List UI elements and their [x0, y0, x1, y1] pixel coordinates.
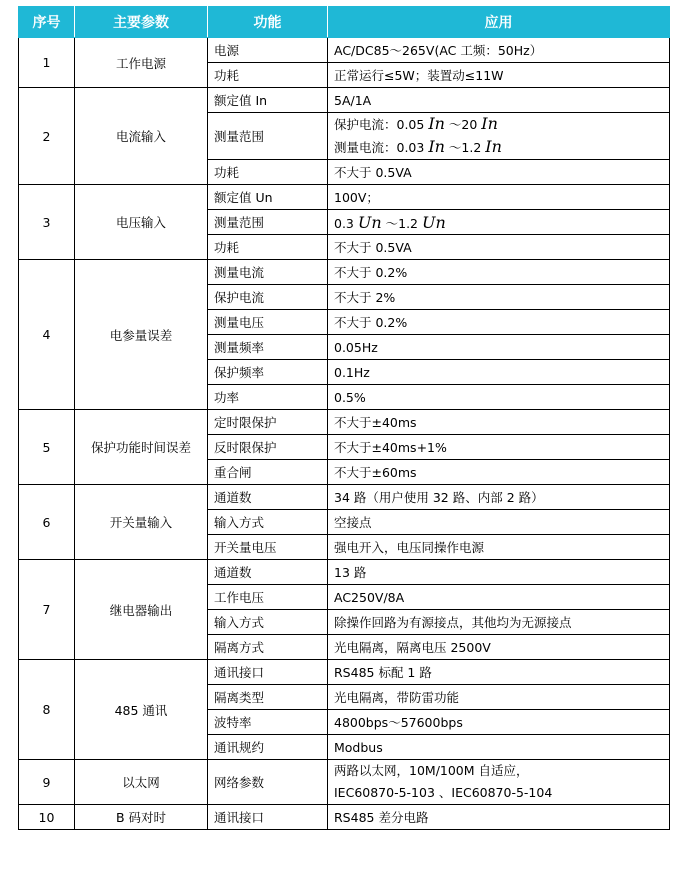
row-function: 功率 [208, 385, 328, 410]
ethernet-line-1: 两路以太网，10M/100M 自适应， [334, 763, 529, 778]
row-value: Modbus [328, 735, 670, 760]
table-row [19, 485, 670, 510]
row-function: 波特率 [208, 710, 328, 735]
row-value: 不大于±40ms+1% [328, 435, 670, 460]
row-function: 功耗 [208, 235, 328, 260]
row-value: 13 路 [328, 560, 670, 585]
header-param: 主要参数 [75, 7, 208, 38]
row-value: 除操作回路为有源接点，其他均为无源接点 [328, 610, 670, 635]
table-row [19, 185, 670, 210]
row-function: 输入方式 [208, 610, 328, 635]
row-param: B 码对时 [75, 805, 208, 830]
row-value: 0.5% [328, 385, 670, 410]
range-line-protection: 保护电流：0.05 In ～20 In [334, 114, 498, 133]
row-param: 继电器输出 [75, 560, 208, 660]
range-line-measurement: 测量电流：0.03 In ～1.2 In [334, 137, 502, 156]
row-value: 34 路（用户使用 32 路、内部 2 路） [328, 485, 670, 510]
row-value: AC250V/8A [328, 585, 670, 610]
row-function: 额定值 Un [208, 185, 328, 210]
row-value: 不大于±60ms [328, 460, 670, 485]
row-value: 不大于 0.2% [328, 260, 670, 285]
row-number: 4 [19, 260, 75, 410]
row-function: 开关量电压 [208, 535, 328, 560]
row-number: 3 [19, 185, 75, 260]
row-number: 9 [19, 760, 75, 805]
row-number: 1 [19, 38, 75, 88]
row-number: 2 [19, 88, 75, 185]
row-function: 反时限保护 [208, 435, 328, 460]
row-value: 光电隔离，隔离电压 2500V [328, 635, 670, 660]
row-value: 不大于 0.5VA [328, 235, 670, 260]
row-value: AC/DC85～265V(AC 工频：50Hz） [328, 38, 670, 63]
row-param: 485 通讯 [75, 660, 208, 760]
row-function: 电源 [208, 38, 328, 63]
table-row [19, 38, 670, 63]
row-value [328, 113, 670, 160]
row-number: 8 [19, 660, 75, 760]
row-function: 测量频率 [208, 335, 328, 360]
table-row [19, 410, 670, 435]
row-function: 保护频率 [208, 360, 328, 385]
row-value: 0.3 Un ～1.2 Un [328, 210, 670, 235]
row-function: 重合闸 [208, 460, 328, 485]
row-value: 不大于±40ms [328, 410, 670, 435]
table-row [19, 660, 670, 685]
row-param: 以太网 [75, 760, 208, 805]
row-function: 功耗 [208, 63, 328, 88]
row-function: 隔离方式 [208, 635, 328, 660]
row-function: 定时限保护 [208, 410, 328, 435]
row-function: 功耗 [208, 160, 328, 185]
row-param: 电压输入 [75, 185, 208, 260]
row-value: RS485 差分电路 [328, 805, 670, 830]
row-number: 7 [19, 560, 75, 660]
row-value: 空接点 [328, 510, 670, 535]
row-value: 光电隔离，带防雷功能 [328, 685, 670, 710]
table-row [19, 260, 670, 285]
row-function: 保护电流 [208, 285, 328, 310]
header-application: 应用 [328, 7, 670, 38]
spec-table [18, 6, 670, 830]
header-row [19, 7, 670, 38]
row-value: 不大于 0.5VA [328, 160, 670, 185]
row-param: 电参量误差 [75, 260, 208, 410]
row-param: 开关量输入 [75, 485, 208, 560]
row-function: 通讯接口 [208, 660, 328, 685]
table-row [19, 560, 670, 585]
row-function: 通道数 [208, 560, 328, 585]
row-function: 通道数 [208, 485, 328, 510]
row-number: 6 [19, 485, 75, 560]
header-function: 功能 [208, 7, 328, 38]
row-value [328, 760, 670, 805]
row-value: 0.05Hz [328, 335, 670, 360]
row-number: 10 [19, 805, 75, 830]
row-value: 正常运行≤5W；装置动≤11W [328, 63, 670, 88]
row-function: 测量范围 [208, 113, 328, 160]
row-value: 不大于 0.2% [328, 310, 670, 335]
ethernet-line-2: IEC60870-5-103 、IEC60870-5-104 [334, 785, 553, 800]
row-value: 强电开入，电压同操作电源 [328, 535, 670, 560]
row-value: 0.1Hz [328, 360, 670, 385]
row-value: 不大于 2% [328, 285, 670, 310]
row-param: 工作电源 [75, 38, 208, 88]
row-param: 电流输入 [75, 88, 208, 185]
row-value: 4800bps～57600bps [328, 710, 670, 735]
row-value: 5A/1A [328, 88, 670, 113]
row-value: 100V； [328, 185, 670, 210]
row-param: 保护功能时间误差 [75, 410, 208, 485]
row-value: RS485 标配 1 路 [328, 660, 670, 685]
row-function: 测量电流 [208, 260, 328, 285]
row-function: 测量范围 [208, 210, 328, 235]
row-function: 工作电压 [208, 585, 328, 610]
table-row [19, 805, 670, 830]
row-function: 测量电压 [208, 310, 328, 335]
row-number: 5 [19, 410, 75, 485]
header-no: 序号 [19, 7, 75, 38]
table-row [19, 88, 670, 113]
row-function: 额定值 In [208, 88, 328, 113]
row-function: 隔离类型 [208, 685, 328, 710]
row-function: 输入方式 [208, 510, 328, 535]
row-function: 通讯规约 [208, 735, 328, 760]
row-function: 网络参数 [208, 760, 328, 805]
row-function: 通讯接口 [208, 805, 328, 830]
table-row [19, 760, 670, 805]
